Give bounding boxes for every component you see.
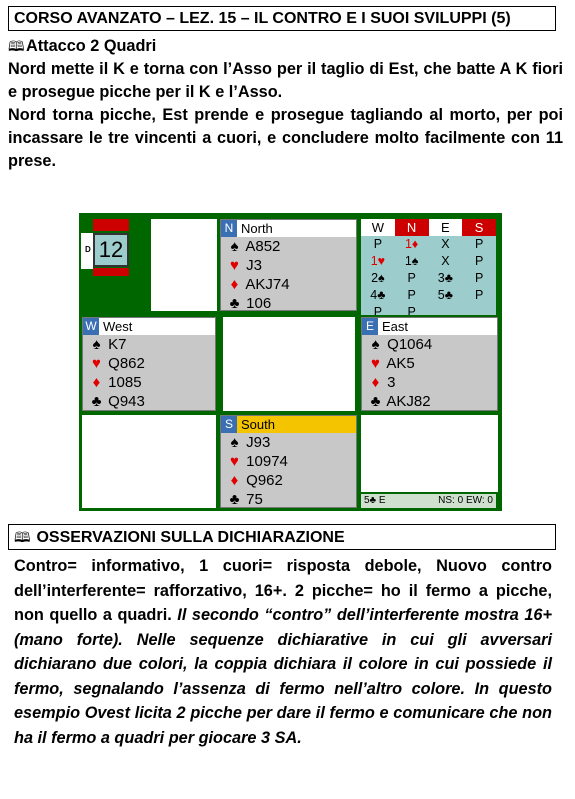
- spade-icon: ♠: [371, 336, 380, 353]
- north-spades: A852: [245, 238, 281, 255]
- bid: P: [407, 288, 416, 302]
- club-icon: ♣: [91, 393, 102, 410]
- observations-italic: Il secondo “contro” dell’interferente mostra 16+ (mano forte). Nelle sequenze dichiarative in cui gli avversari dichiarano due colori, la coppia dichiara il colore in cui possiede il fermo, segnalando l’assenza di fermo nell’altro colore. In questo esempio Ovest licita 2 picche per dare il fermo e comunicare che non ha il fermo a quadri per giocare 3 SA.: [14, 606, 552, 747]
- bid-col-s: S: [462, 219, 496, 236]
- bid: P: [407, 271, 416, 285]
- bid-col-e: E: [429, 219, 463, 236]
- east-hearts: AK5: [386, 355, 415, 372]
- score-label: NS: 0 EW: 0: [438, 495, 493, 506]
- west-spades: K7: [108, 336, 127, 353]
- diamond-icon: ♦: [230, 472, 239, 489]
- heart-icon: ♥: [371, 355, 380, 372]
- seat-north-badge: N: [221, 220, 237, 237]
- south-clubs: 75: [246, 491, 263, 508]
- bid: 4♣: [370, 288, 386, 302]
- board-number: 12: [93, 233, 129, 267]
- hand-west-name: West: [103, 319, 133, 334]
- bid: X: [441, 254, 450, 268]
- lead-paragraph-1: Nord mette il K e torna con l’Asso per il taglio di Est, che batte A K fiori e prosegue picche per il K e l’Asso.: [8, 60, 563, 101]
- observations-title: OSSERVAZIONI SULLA DICHIARAZIONE: [36, 529, 345, 546]
- club-icon: ♣: [229, 491, 240, 508]
- diamond-icon: ♦: [230, 276, 239, 293]
- bid: 1♦: [404, 237, 419, 251]
- bid: 2♠: [371, 271, 385, 285]
- west-hearts: Q862: [108, 355, 145, 372]
- club-icon: ♣: [370, 393, 381, 410]
- hand-north-header: [221, 220, 356, 237]
- bid-row: [361, 287, 496, 304]
- spade-icon: ♠: [230, 434, 239, 451]
- hand-south-header: [221, 416, 356, 433]
- west-clubs: Q943: [108, 393, 145, 410]
- lead-paragraph-2: Nord torna picche, Est prende e prosegue tagliando al morto, per poi incassare le tre vincenti a cuori, e concludere molto facilmente con 11 prese.: [8, 106, 563, 170]
- bid: P: [474, 254, 484, 268]
- bid: 1♠: [404, 254, 419, 268]
- bid-row: [361, 270, 496, 287]
- spade-icon: ♠: [92, 336, 101, 353]
- bidding-header: [361, 219, 496, 236]
- empty-cell-nw: [151, 219, 217, 311]
- south-diamonds: Q962: [246, 472, 283, 489]
- book-icon: 🕮: [14, 529, 31, 545]
- bid: P: [407, 305, 416, 315]
- bid: P: [373, 305, 383, 315]
- lead-section: [8, 35, 563, 173]
- bid: P: [474, 288, 484, 302]
- spade-icon: ♠: [230, 238, 239, 255]
- lesson-title: CORSO AVANZATO – LEZ. 15 – IL CONTRO E I SUOI SVILUPPI (5): [8, 6, 556, 31]
- bid-row: [361, 304, 496, 315]
- board-cell: [79, 213, 151, 276]
- bid: P: [373, 237, 383, 251]
- empty-cell-center: [223, 317, 355, 411]
- diamond-icon: ♦: [371, 374, 380, 391]
- south-hearts: 10974: [246, 453, 288, 470]
- bid: [462, 304, 496, 315]
- bid-row: [361, 253, 496, 270]
- heart-icon: ♥: [92, 355, 101, 372]
- hand-south-name: South: [241, 417, 275, 432]
- dealer-marker: D: [85, 245, 91, 254]
- east-clubs: AKJ82: [386, 393, 431, 410]
- north-hearts: J3: [246, 257, 263, 274]
- west-diamonds: 1085: [108, 374, 142, 391]
- north-diamonds: AKJ74: [245, 276, 290, 293]
- empty-cell-se: [361, 415, 498, 492]
- heart-icon: ♥: [230, 257, 239, 274]
- observations-plain: Contro= informativo, 1 cuori= risposta debole, Nuovo contro dell’interferente= rafforzativo, 16+. 2 picche= ho il fermo a picche, non quello a quadri.: [14, 557, 552, 624]
- bid: 3♣: [437, 271, 453, 285]
- hand-east-header: [362, 318, 497, 335]
- seat-east-badge: E: [362, 318, 378, 335]
- result-footer: [361, 494, 496, 508]
- bid: 1♥: [370, 254, 386, 268]
- book-icon: 🕮: [8, 38, 25, 54]
- bid: P: [474, 271, 484, 285]
- club-icon: ♣: [229, 295, 240, 312]
- hand-west: [82, 317, 216, 411]
- bid-row: [361, 236, 496, 253]
- bridge-diagram: [79, 213, 502, 511]
- hand-west-header: [83, 318, 215, 335]
- lead-heading: Attacco 2 Quadri: [26, 37, 157, 55]
- hand-north: [220, 219, 357, 311]
- bid-col-w: W: [361, 219, 395, 236]
- seat-south-badge: S: [221, 416, 237, 433]
- north-clubs: 106: [246, 295, 272, 312]
- east-diamonds: 3: [387, 374, 396, 391]
- south-spades: J93: [246, 434, 271, 451]
- diamond-icon: ♦: [92, 374, 101, 391]
- hand-east: [361, 317, 498, 411]
- bid-col-n: N: [395, 219, 429, 236]
- hand-east-name: East: [382, 319, 409, 334]
- bid: X: [441, 237, 450, 251]
- hand-north-name: North: [241, 221, 273, 236]
- east-spades: Q1064: [387, 336, 433, 353]
- observations-heading: [8, 524, 556, 550]
- seat-west-badge: W: [83, 318, 99, 335]
- bid: 5♣: [437, 288, 453, 302]
- contract-label: 5♣ E: [364, 495, 386, 506]
- bid: [429, 304, 463, 315]
- hand-south: [220, 415, 357, 508]
- empty-cell-sw: [82, 415, 216, 508]
- bid: P: [474, 237, 484, 251]
- observations-text: [14, 554, 552, 750]
- bidding-table: [361, 219, 496, 315]
- heart-icon: ♥: [230, 453, 239, 470]
